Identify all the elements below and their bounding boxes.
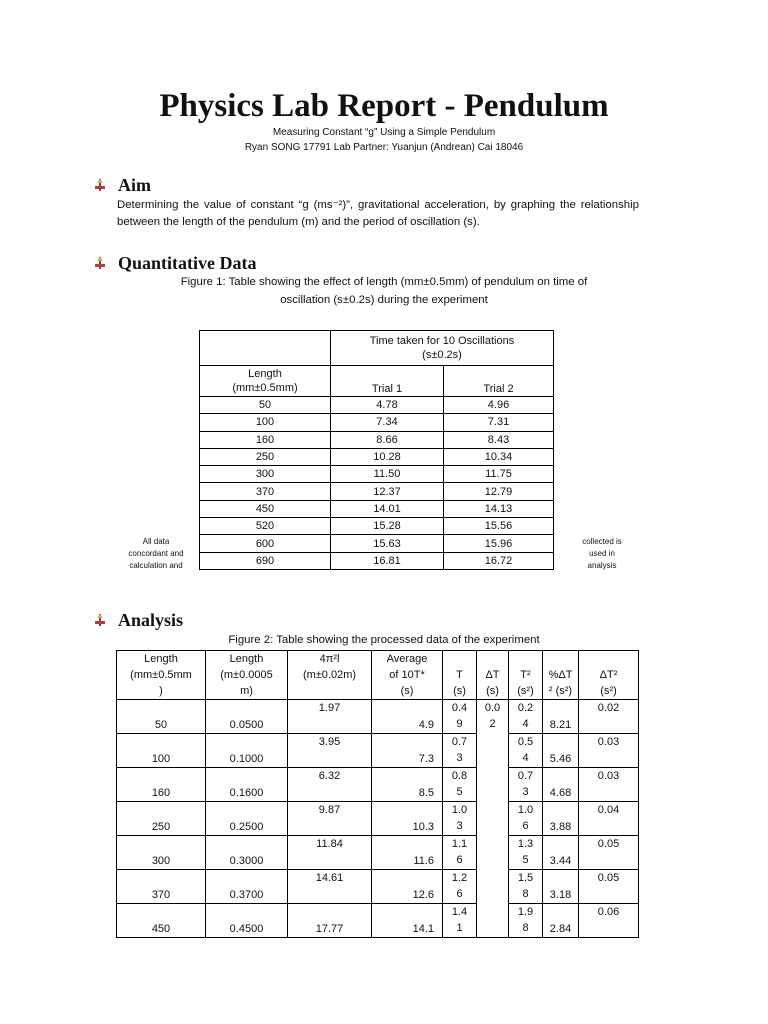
trial2-cell: 8.43 bbox=[444, 431, 554, 448]
bullet-icon bbox=[92, 178, 108, 192]
column-header-line: (mm±0.5mm bbox=[130, 669, 192, 681]
column-header-line: (s²) bbox=[600, 685, 617, 697]
length-mm-cell: 370 bbox=[117, 870, 206, 904]
t-squared-line: 0.5 bbox=[517, 736, 534, 748]
delta-t2-cell: 0.06 bbox=[579, 904, 639, 938]
length-header-line2: (mm±0.5mm) bbox=[232, 382, 298, 394]
length-m-cell: 0.4500 bbox=[206, 904, 288, 938]
average-10t-cell: 8.5 bbox=[372, 768, 443, 802]
t-value-line: 3 bbox=[456, 752, 463, 764]
delta-t2-cell: 0.04 bbox=[579, 802, 639, 836]
length-cell: 600 bbox=[200, 535, 331, 552]
trial1-cell: 4.78 bbox=[331, 397, 444, 414]
t-squared-cell bbox=[509, 768, 543, 802]
four-pi-squared-l-cell: 14.61 bbox=[288, 870, 372, 904]
figure1-caption-line1: Figure 1: Table showing the effect of length (mm±0.5mm) of pendulum on time of bbox=[180, 276, 588, 288]
delta-t-cell bbox=[477, 700, 509, 938]
column-header-line: %ΔT bbox=[548, 669, 573, 681]
column-header-line: (s²) bbox=[517, 685, 534, 697]
delta-t2-cell: 0.05 bbox=[579, 870, 639, 904]
column-header-line: (s) bbox=[400, 685, 414, 697]
table-row bbox=[200, 483, 554, 500]
length-cell: 250 bbox=[200, 448, 331, 465]
column-header-line: Length bbox=[229, 653, 264, 665]
column-header-line bbox=[509, 651, 542, 667]
trial1-cell: 16.81 bbox=[331, 552, 444, 569]
column-header-line bbox=[477, 651, 508, 667]
t-cell bbox=[443, 870, 477, 904]
length-mm-cell: 450 bbox=[117, 904, 206, 938]
length-header bbox=[200, 366, 331, 397]
table-row bbox=[200, 518, 554, 535]
column-header-line: 4π²l bbox=[319, 653, 340, 665]
length-cell: 450 bbox=[200, 500, 331, 517]
column-header-line: (s) bbox=[453, 685, 466, 697]
column-header-line: (m±0.02m) bbox=[302, 669, 357, 681]
page-title: Physics Lab Report - Pendulum bbox=[159, 88, 609, 124]
t-squared-line: 4 bbox=[522, 752, 529, 764]
quantitative-heading bbox=[92, 253, 257, 274]
four-pi-squared-l-cell: 9.87 bbox=[288, 802, 372, 836]
trial1-cell: 8.66 bbox=[331, 431, 444, 448]
four-pi-squared-l-cell: 3.95 bbox=[288, 734, 372, 768]
t-value-line: 1.1 bbox=[451, 838, 468, 850]
t-cell bbox=[443, 802, 477, 836]
note-left-line: calculation and bbox=[129, 561, 183, 570]
t-squared-line: 4 bbox=[522, 718, 529, 730]
length-m-cell: 0.2500 bbox=[206, 802, 288, 836]
bullet-icon bbox=[92, 256, 108, 270]
aim-text: Determining the value of constant “g (ms⁻²)”, gravitational acceleration, by graphing the relationship between the length of the pendulum (m) and the period of oscillation (s). bbox=[117, 199, 639, 228]
percent-delta-t2-cell: 3.44 bbox=[543, 836, 579, 870]
t-cell bbox=[443, 904, 477, 938]
trial1-cell: 15.28 bbox=[331, 518, 444, 535]
analysis-heading bbox=[92, 610, 183, 631]
note-right-line: analysis bbox=[587, 561, 617, 570]
table-row bbox=[117, 836, 639, 870]
table-row bbox=[200, 397, 554, 414]
column-header-line: T bbox=[456, 669, 463, 681]
t-squared-line: 8 bbox=[522, 922, 529, 934]
column-header bbox=[206, 651, 288, 700]
delta-t-line: 0.0 bbox=[484, 702, 501, 714]
column-header-line bbox=[543, 651, 578, 667]
figure1-table bbox=[199, 330, 554, 570]
average-10t-cell: 11.6 bbox=[372, 836, 443, 870]
trial2-cell: 10.34 bbox=[444, 448, 554, 465]
table-row bbox=[117, 734, 639, 768]
percent-delta-t2-cell: 8.21 bbox=[543, 700, 579, 734]
t-squared-line: 5 bbox=[522, 854, 529, 866]
average-10t-cell: 14.1 bbox=[372, 904, 443, 938]
length-header-line1: Length bbox=[248, 368, 282, 380]
t-squared-cell bbox=[509, 700, 543, 734]
length-cell: 690 bbox=[200, 552, 331, 569]
column-header-line: m) bbox=[240, 685, 253, 697]
length-mm-cell: 100 bbox=[117, 734, 206, 768]
table-row bbox=[117, 870, 639, 904]
t-squared-cell bbox=[509, 802, 543, 836]
four-pi-squared-l-cell: 17.77 bbox=[288, 904, 372, 938]
delta-t2-cell: 0.03 bbox=[579, 734, 639, 768]
quantitative-heading-text: Quantitative Data bbox=[118, 253, 257, 273]
table-row bbox=[117, 700, 639, 734]
trial2-cell: 11.75 bbox=[444, 466, 554, 483]
delta-t2-cell: 0.03 bbox=[579, 768, 639, 802]
column-header-line: Average bbox=[386, 653, 428, 665]
table-empty-cell bbox=[200, 331, 331, 366]
column-header-line bbox=[443, 651, 476, 667]
length-cell: 370 bbox=[200, 483, 331, 500]
t-squared-line: 3 bbox=[522, 786, 529, 798]
length-m-cell: 0.3700 bbox=[206, 870, 288, 904]
column-header-line: ΔT² bbox=[599, 669, 618, 681]
authors-line: Ryan SONG 17791 Lab Partner: Yuanjun (Andrean) Cai 18046 bbox=[244, 142, 524, 153]
t-value-line: 6 bbox=[456, 888, 463, 900]
table-row bbox=[200, 414, 554, 431]
note-right bbox=[566, 536, 638, 572]
t-squared-line: 8 bbox=[522, 888, 529, 900]
column-header bbox=[117, 651, 206, 700]
t-value-line: 3 bbox=[456, 820, 463, 832]
table-row bbox=[200, 500, 554, 517]
figure2-caption: Figure 2: Table showing the processed data of the experiment bbox=[228, 634, 540, 646]
average-10t-cell: 10.3 bbox=[372, 802, 443, 836]
t-value-line: 1.0 bbox=[451, 804, 468, 816]
column-header-line: of 10T* bbox=[389, 669, 425, 681]
length-m-cell: 0.3000 bbox=[206, 836, 288, 870]
analysis-heading-text: Analysis bbox=[118, 610, 184, 630]
length-m-cell: 0.1000 bbox=[206, 734, 288, 768]
t-squared-cell bbox=[509, 734, 543, 768]
t-value-line: 0.7 bbox=[451, 736, 468, 748]
aim-heading-text: Aim bbox=[118, 175, 151, 195]
column-header-line: ) bbox=[159, 685, 163, 697]
column-header-line: ΔT bbox=[485, 669, 500, 681]
trial2-cell: 15.96 bbox=[444, 535, 554, 552]
average-10t-cell: 4.9 bbox=[372, 700, 443, 734]
column-header-line: (m±0.0005 bbox=[220, 669, 273, 681]
t-cell bbox=[443, 700, 477, 734]
table-row bbox=[117, 802, 639, 836]
note-right-line: collected is bbox=[582, 537, 622, 546]
t-value-line: 1.4 bbox=[451, 906, 468, 918]
t-squared-cell bbox=[509, 836, 543, 870]
t-value-line: 6 bbox=[456, 854, 463, 866]
trial1-header: Trial 1 bbox=[331, 366, 444, 397]
length-cell: 100 bbox=[200, 414, 331, 431]
figure2-table bbox=[116, 650, 639, 938]
note-right-line: used in bbox=[589, 549, 615, 558]
t-value-line: 9 bbox=[456, 718, 463, 730]
column-header bbox=[509, 651, 543, 700]
t-squared-line: 1.0 bbox=[517, 804, 534, 816]
percent-delta-t2-cell: 5.46 bbox=[543, 734, 579, 768]
delta-t2-cell: 0.02 bbox=[579, 700, 639, 734]
column-header-line: Length bbox=[144, 653, 178, 665]
average-10t-cell: 7.3 bbox=[372, 734, 443, 768]
column-header bbox=[579, 651, 639, 700]
t-squared-line: 0.7 bbox=[517, 770, 534, 782]
column-header-line: ² (s²) bbox=[548, 685, 573, 697]
length-mm-cell: 250 bbox=[117, 802, 206, 836]
note-left-line: All data bbox=[142, 537, 170, 546]
four-pi-squared-l-cell: 11.84 bbox=[288, 836, 372, 870]
t-squared-line: 1.3 bbox=[517, 838, 534, 850]
note-left bbox=[116, 536, 196, 572]
t-value-line: 0.8 bbox=[451, 770, 468, 782]
t-cell bbox=[443, 836, 477, 870]
delta-t2-cell: 0.05 bbox=[579, 836, 639, 870]
column-header-line: T² bbox=[520, 669, 531, 681]
length-cell: 300 bbox=[200, 466, 331, 483]
four-pi-squared-l-cell: 1.97 bbox=[288, 700, 372, 734]
table-row bbox=[200, 535, 554, 552]
trial1-cell: 10.28 bbox=[331, 448, 444, 465]
subtitle: Measuring Constant “g” Using a Simple Pendulum bbox=[272, 127, 496, 138]
percent-delta-t2-cell: 3.88 bbox=[543, 802, 579, 836]
t-cell bbox=[443, 768, 477, 802]
column-header-line: (s) bbox=[486, 685, 499, 697]
trial2-cell: 14.13 bbox=[444, 500, 554, 517]
t-cell bbox=[443, 734, 477, 768]
table-row bbox=[200, 448, 554, 465]
trial2-cell: 16.72 bbox=[444, 552, 554, 569]
length-mm-cell: 300 bbox=[117, 836, 206, 870]
trial2-cell: 7.31 bbox=[444, 414, 554, 431]
trial1-cell: 14.01 bbox=[331, 500, 444, 517]
t-value-line: 1 bbox=[456, 922, 463, 934]
length-mm-cell: 160 bbox=[117, 768, 206, 802]
column-header bbox=[288, 651, 372, 700]
bullet-icon bbox=[92, 613, 108, 627]
t-value-line: 1.2 bbox=[451, 872, 468, 884]
percent-delta-t2-cell: 3.18 bbox=[543, 870, 579, 904]
t-squared-line: 0.2 bbox=[517, 702, 534, 714]
t-squared-line: 6 bbox=[522, 820, 529, 832]
length-cell: 160 bbox=[200, 431, 331, 448]
group-header-line1: Time taken for 10 Oscillations bbox=[369, 335, 515, 347]
average-10t-cell: 12.6 bbox=[372, 870, 443, 904]
trial1-cell: 12.37 bbox=[331, 483, 444, 500]
trial1-cell: 15.63 bbox=[331, 535, 444, 552]
trial1-cell: 7.34 bbox=[331, 414, 444, 431]
column-header bbox=[372, 651, 443, 700]
trial2-cell: 4.96 bbox=[444, 397, 554, 414]
percent-delta-t2-cell: 2.84 bbox=[543, 904, 579, 938]
trial2-cell: 12.79 bbox=[444, 483, 554, 500]
t-squared-line: 1.5 bbox=[517, 872, 534, 884]
t-squared-cell bbox=[509, 904, 543, 938]
group-header-line2: (s±0.2s) bbox=[422, 349, 462, 361]
length-m-cell: 0.1600 bbox=[206, 768, 288, 802]
t-squared-line: 1.9 bbox=[517, 906, 534, 918]
trial2-header: Trial 2 bbox=[444, 366, 554, 397]
table-row bbox=[200, 431, 554, 448]
length-cell: 520 bbox=[200, 518, 331, 535]
figure1-caption-line2: oscillation (s±0.2s) during the experiment bbox=[280, 294, 488, 306]
note-left-line: concordant and bbox=[128, 549, 184, 558]
length-m-cell: 0.0500 bbox=[206, 700, 288, 734]
four-pi-squared-l-cell: 6.32 bbox=[288, 768, 372, 802]
aim-heading bbox=[92, 175, 151, 196]
column-header-line bbox=[579, 651, 638, 667]
table-row bbox=[200, 466, 554, 483]
t-value-line: 0.4 bbox=[451, 702, 468, 714]
column-header bbox=[477, 651, 509, 700]
table-row bbox=[117, 768, 639, 802]
length-cell: 50 bbox=[200, 397, 331, 414]
column-header bbox=[443, 651, 477, 700]
column-header bbox=[543, 651, 579, 700]
t-squared-cell bbox=[509, 870, 543, 904]
table-row bbox=[200, 552, 554, 569]
length-mm-cell: 50 bbox=[117, 700, 206, 734]
percent-delta-t2-cell: 4.68 bbox=[543, 768, 579, 802]
t-value-line: 5 bbox=[456, 786, 463, 798]
trial1-cell: 11.50 bbox=[331, 466, 444, 483]
group-header bbox=[331, 331, 554, 366]
table-row bbox=[117, 904, 639, 938]
delta-t-line: 2 bbox=[489, 718, 496, 730]
trial2-cell: 15.56 bbox=[444, 518, 554, 535]
